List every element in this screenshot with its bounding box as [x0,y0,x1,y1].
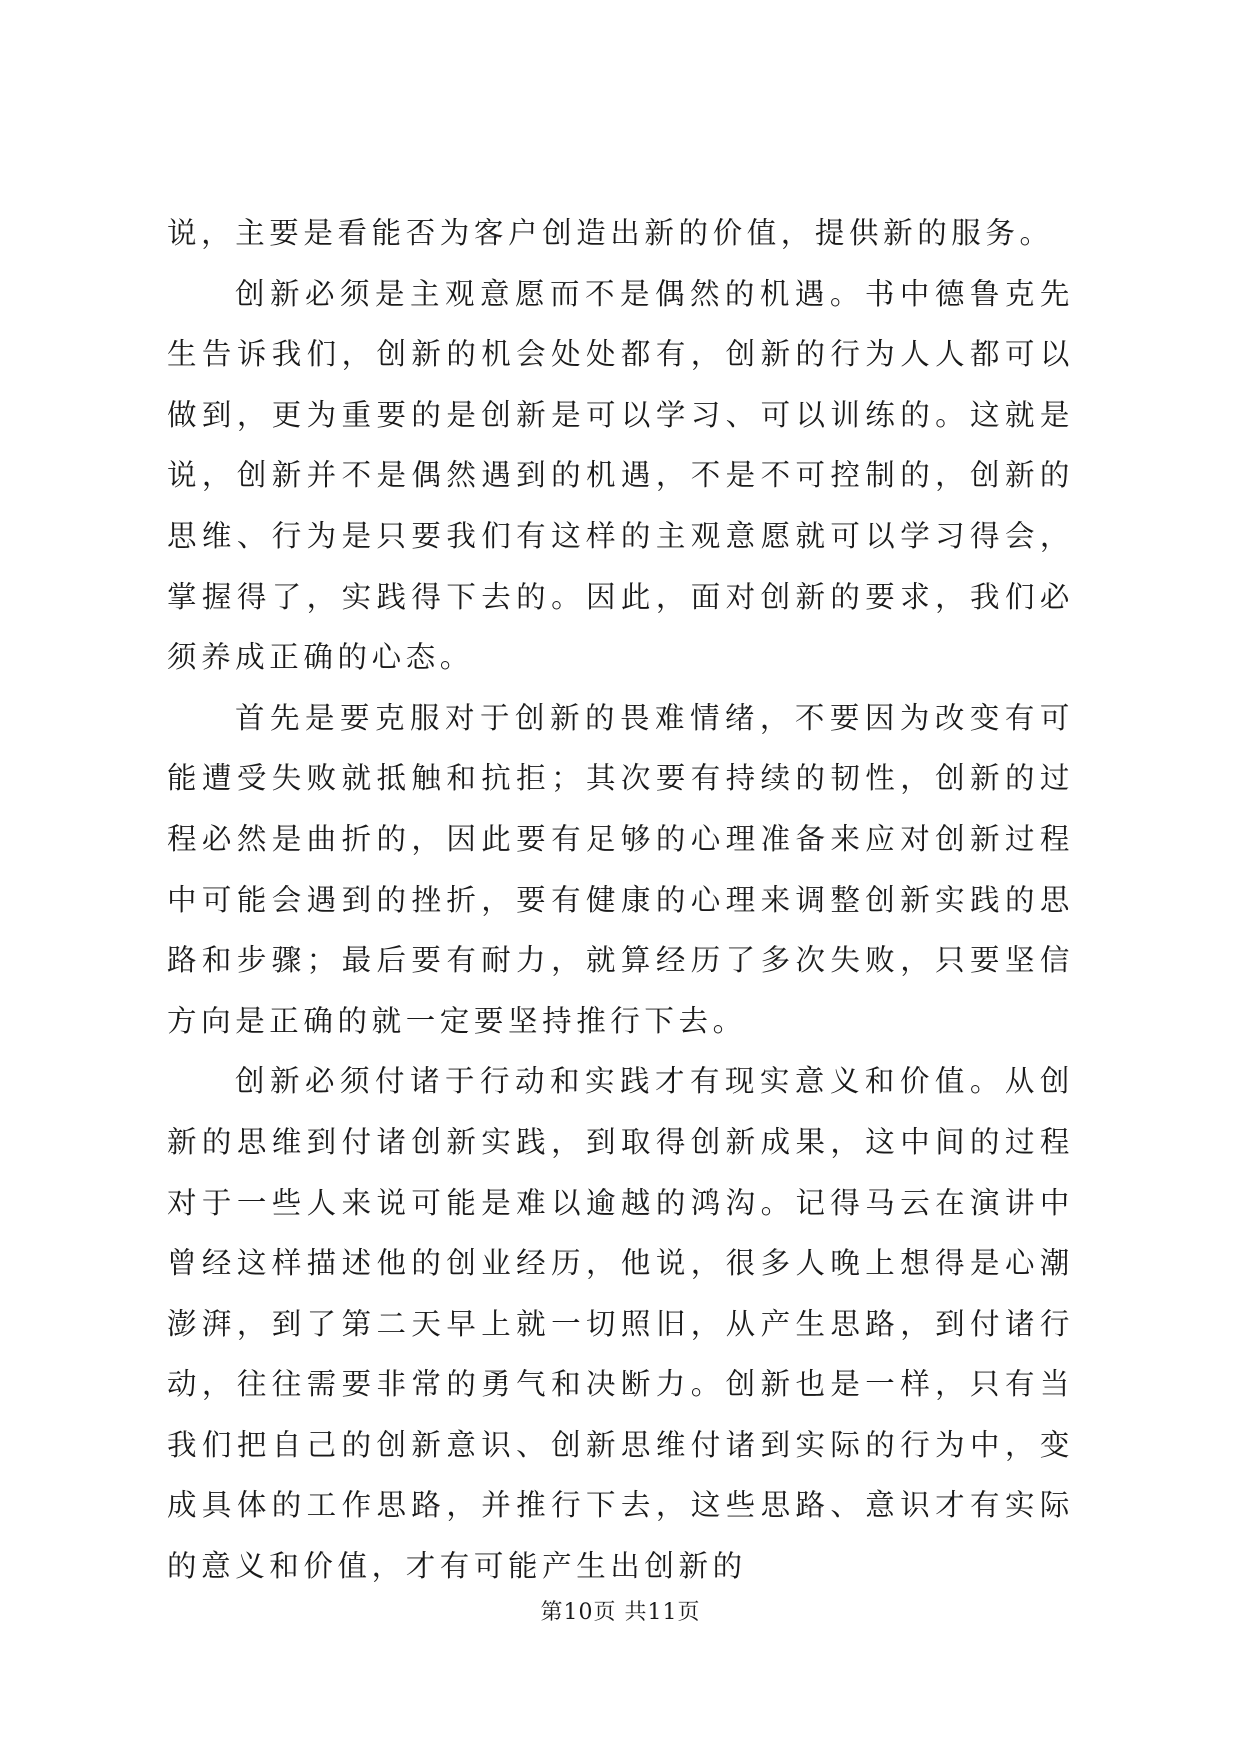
paragraph: 说，主要是看能否为客户创造出新的价值，提供新的服务。 [167,216,1054,250]
paragraph: 首先是要克服对于创新的畏难情绪，不要因为改变有可能遭受失败就抵触和抗拒；其次要有持续的韧性，创新的过程必然是曲折的，因此要有足够的心理准备来应对创新过程中可能会遇到的挫折，要有健康的心理来调整创新实践的思路和步骤；最后要有耐力，就算经历了多次失败，只要坚信方向是正确的就一定要坚持推行下去。 [167,700,1074,1038]
paragraph: 创新必须付诸于行动和实践才有现实意义和价值。从创新的思维到付诸创新实践，到取得创新成果，这中间的过程对于一些人来说可能是难以逾越的鸿沟。记得马云在演讲中曾经这样描述他的创业经历，他说，很多人晚上想得是心潮澎湃，到了第二天早上就一切照旧，从产生思路，到付诸行动，往往需要非常的勇气和决断力。创新也是一样，只有当我们把自己的创新意识、创新思维付诸到实际的行为中，变成具体的工作思路，并推行下去，这些思路、意识才有实际的意义和价值，才有可能产生出创新的 [167,1064,1074,1584]
page-number-footer: 第10页 共11页 [540,1600,701,1625]
body-text [167,203,1074,1597]
paragraph: 创新必须是主观意愿而不是偶然的机遇。书中德鲁克先生告诉我们，创新的机会处处都有，创新的行为人人都可以做到，更为重要的是创新是可以学习、可以训练的。这就是说，创新并不是偶然遇到的机遇，不是不可控制的，创新的思维、行为是只要我们有这样的主观意愿就可以学习得会，掌握得了，实践得下去的。因此，面对创新的要求，我们必须养成正确的心态。 [167,276,1074,675]
